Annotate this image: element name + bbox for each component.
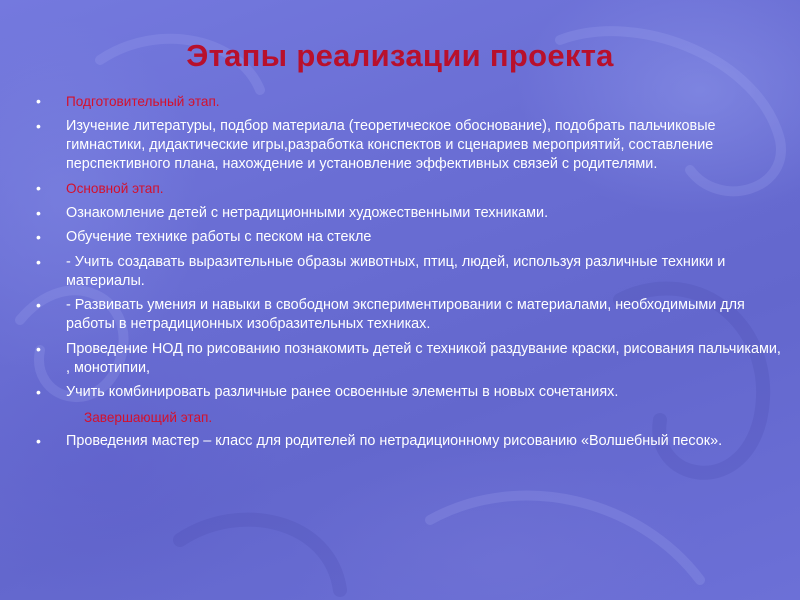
list-item-text: Проведения мастер – класс для родителей по нетрадиционному рисованию «Волшебный песок». <box>66 433 723 449</box>
bullet-icon: • <box>36 253 41 270</box>
stage-heading <box>36 408 781 427</box>
stage-heading <box>36 179 781 198</box>
bullet-icon: • <box>36 117 41 134</box>
list-item-text: Основной этап. <box>66 181 164 196</box>
list-item <box>36 204 781 223</box>
list-item <box>36 117 781 174</box>
stage-heading <box>36 92 781 111</box>
list-item-text: Подготовительный этап. <box>66 94 220 109</box>
stages-list <box>36 92 781 457</box>
bullet-icon: • <box>36 180 41 196</box>
list-item <box>36 228 781 247</box>
list-item-text: - Развивать умения и навыки в свободном экспериментировании с материалами, необходимыми для работы в нетрадиционных изобразительных техниках. <box>66 297 745 332</box>
list-item-text: Обучение технике работы с песком на стекле <box>66 229 372 245</box>
bullet-icon: • <box>36 297 41 313</box>
list-item-text: Ознакомление детей с нетрадиционными художественными техниками. <box>66 204 549 221</box>
slide-title: Этапы реализации проекта <box>186 38 614 73</box>
bullet-icon: • <box>36 433 41 449</box>
list-item-text: Завершающий этап. <box>84 409 213 425</box>
list-item <box>36 432 781 451</box>
list-item-text: Проведение НОД по рисованию познакомить детей с техникой раздувание краски, рисования пальчиками, , монотипии, <box>66 340 781 376</box>
bullet-icon: • <box>36 340 41 357</box>
list-item-text: Учить комбинировать различные ранее освоенные элементы в новых сочетаниях. <box>66 384 619 400</box>
list-item-text: - Учить создавать выразительные образы животных, птиц, людей, используя различные техники и материалы. <box>66 253 726 289</box>
bullet-icon: • <box>36 204 41 221</box>
bullet-icon: • <box>36 384 41 400</box>
bullet-icon: • <box>36 229 41 245</box>
list-item <box>36 296 781 334</box>
list-item <box>36 340 781 378</box>
list-item-text: Изучение литературы, подбор материала (теоретическое обоснование), подобрать пальчиковые гимнастики, дидактические игры,разработка конспектов и сценариев мероприятий, составление перспективного плана, нахождение и установление эффективных связей с родителями. <box>66 117 716 172</box>
list-item <box>36 253 781 291</box>
list-item <box>36 383 781 402</box>
bullet-icon: • <box>36 93 41 109</box>
